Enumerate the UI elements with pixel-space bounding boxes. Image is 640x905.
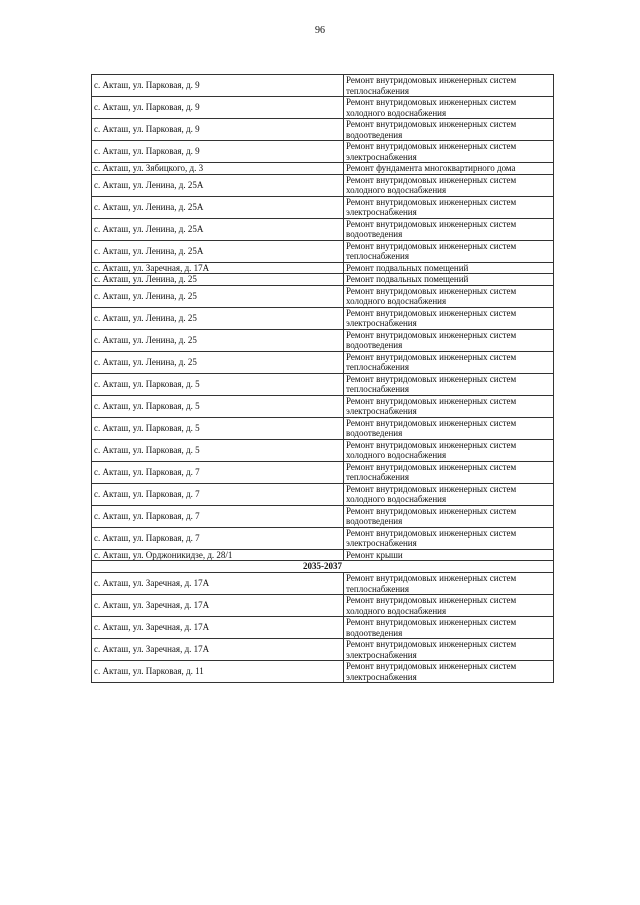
work-type-line: Ремонт внутридомовых инженерных систем [346, 351, 517, 362]
table-row [92, 329, 554, 351]
work-type-line: теплоснабжения [346, 384, 409, 394]
work-type-cell [344, 274, 554, 286]
work-type-cell [344, 262, 554, 274]
work-type-cell [344, 395, 554, 417]
work-type-cell [344, 196, 554, 218]
address-cell: с. Акташ, ул. Ленина, д. 25 [92, 307, 344, 329]
table-row [92, 218, 554, 240]
work-type-line: Ремонт внутридомовых инженерных систем [346, 141, 517, 151]
work-type-line: теплоснабжения [346, 583, 409, 594]
work-type-line: теплоснабжения [346, 362, 409, 372]
work-type-cell [344, 417, 554, 439]
address-cell: с. Акташ, ул. Ленина, д. 25А [92, 240, 344, 262]
table-row [92, 119, 554, 141]
work-type-line: электроснабжения [346, 538, 417, 548]
work-type-line: Ремонт внутридомовых инженерных систем [346, 483, 517, 494]
address-cell: с. Акташ, ул. Ленина, д. 25 [92, 329, 344, 351]
address-cell: с. Акташ, ул. Парковая, д. 7 [92, 461, 344, 483]
work-type-cell [344, 439, 554, 461]
work-type-line: Ремонт внутридомовых инженерных систем [346, 285, 517, 296]
address-cell: с. Акташ, ул. Зябицкого, д. 3 [92, 163, 344, 175]
work-type-line: Ремонт внутридомовых инженерных систем [346, 218, 517, 229]
table-row [92, 527, 554, 549]
work-type-cell [344, 461, 554, 483]
work-type-line: электроснабжения [346, 649, 417, 660]
address-cell: с. Акташ, ул. Парковая, д. 9 [92, 141, 344, 163]
work-type-line: холодного водоснабжения [346, 450, 447, 460]
table-row [92, 97, 554, 119]
address-cell: с. Акташ, ул. Заречная, д. 17А [92, 262, 344, 274]
work-type-line: Ремонт внутридомовых инженерных систем [346, 439, 517, 450]
work-type-line: Ремонт внутридомовых инженерных систем [346, 373, 517, 384]
address-cell: с. Акташ, ул. Парковая, д. 9 [92, 119, 344, 141]
address-cell: с. Акташ, ул. Ленина, д. 25 [92, 274, 344, 286]
table-row [92, 595, 554, 617]
work-type-line: теплоснабжения [346, 472, 409, 482]
work-type-line: Ремонт внутридомовых инженерных систем [346, 417, 517, 428]
address-cell: с. Акташ, ул. Парковая, д. 5 [92, 439, 344, 461]
work-type-cell [344, 639, 554, 661]
work-type-line: электроснабжения [346, 318, 417, 328]
period-label: 2035-2037 [92, 561, 554, 573]
work-type-cell [344, 119, 554, 141]
work-type-line: теплоснабжения [346, 251, 409, 261]
address-cell: с. Акташ, ул. Парковая, д. 7 [92, 527, 344, 549]
work-type-line: теплоснабжения [346, 85, 409, 96]
work-type-cell [344, 75, 554, 97]
work-type-line: холодного водоснабжения [346, 107, 447, 118]
work-type-line: водоотведения [346, 340, 403, 350]
work-type-cell [344, 218, 554, 240]
table-row [92, 417, 554, 439]
work-type-line: Ремонт внутридомовых инженерных систем [346, 595, 517, 605]
work-type-cell [344, 483, 554, 505]
work-type-line: водоотведения [346, 229, 403, 239]
work-type-line: Ремонт внутридомовых инженерных систем [346, 119, 517, 129]
table-row [92, 549, 554, 561]
table-row [92, 163, 554, 175]
repair-schedule-table [91, 74, 554, 683]
table-row [92, 274, 554, 286]
work-type-line: Ремонт подвальных помещений [346, 274, 469, 284]
work-type-line: Ремонт внутридомовых инженерных систем [346, 505, 517, 516]
table-row [92, 505, 554, 527]
work-type-cell [344, 617, 554, 639]
work-type-cell [344, 351, 554, 373]
page-number: 96 [315, 25, 325, 36]
address-cell: с. Акташ, ул. Ленина, д. 25А [92, 174, 344, 196]
work-type-line: холодного водоснабжения [346, 494, 447, 504]
table-row [92, 461, 554, 483]
address-cell: с. Акташ, ул. Ленина, д. 25А [92, 218, 344, 240]
work-type-cell [344, 141, 554, 163]
work-type-line: Ремонт внутридомовых инженерных систем [346, 75, 517, 85]
work-type-line: Ремонт внутридомовых инженерных систем [346, 639, 517, 649]
table-row [92, 285, 554, 307]
work-type-cell [344, 573, 554, 595]
work-type-line: водоотведения [346, 428, 403, 438]
table-row [92, 439, 554, 461]
table-row [92, 307, 554, 329]
address-cell: с. Акташ, ул. Парковая, д. 5 [92, 395, 344, 417]
table-row [92, 617, 554, 639]
work-type-cell [344, 373, 554, 395]
address-cell: с. Акташ, ул. Парковая, д. 5 [92, 373, 344, 395]
work-type-line: Ремонт внутридомовых инженерных систем [346, 661, 517, 671]
work-type-line: холодного водоснабжения [346, 605, 447, 616]
address-cell: с. Акташ, ул. Заречная, д. 17А [92, 617, 344, 639]
work-type-line: Ремонт внутридомовых инженерных систем [346, 527, 517, 538]
address-cell: с. Акташ, ул. Ленина, д. 25 [92, 351, 344, 373]
period-header-row [92, 561, 554, 573]
table-row [92, 351, 554, 373]
address-cell: с. Акташ, ул. Парковая, д. 9 [92, 75, 344, 97]
work-type-line: Ремонт внутридомовых инженерных систем [346, 617, 517, 627]
table-row [92, 483, 554, 505]
work-type-cell [344, 97, 554, 119]
address-cell: с. Акташ, ул. Заречная, д. 17А [92, 639, 344, 661]
table-row [92, 262, 554, 274]
address-cell: с. Акташ, ул. Парковая, д. 5 [92, 417, 344, 439]
table-row [92, 196, 554, 218]
work-type-cell [344, 549, 554, 561]
table-row [92, 639, 554, 661]
table-row [92, 174, 554, 196]
work-type-cell [344, 163, 554, 175]
address-cell: с. Акташ, ул. Парковая, д. 7 [92, 483, 344, 505]
table-row [92, 75, 554, 97]
work-type-line: холодного водоснабжения [346, 185, 447, 195]
work-type-line: Ремонт внутридомовых инженерных систем [346, 573, 517, 583]
work-type-cell [344, 285, 554, 307]
work-type-line: водоотведения [346, 516, 403, 526]
work-type-line: Ремонт внутридомовых инженерных систем [346, 307, 517, 318]
work-type-line: холодного водоснабжения [346, 296, 447, 306]
work-type-line: Ремонт внутридомовых инженерных систем [346, 240, 517, 251]
work-type-cell [344, 661, 554, 683]
work-type-line: электроснабжения [346, 207, 417, 217]
address-cell: с. Акташ, ул. Ленина, д. 25 [92, 285, 344, 307]
work-type-line: электроснабжения [346, 406, 417, 416]
table-row [92, 395, 554, 417]
work-type-cell [344, 505, 554, 527]
work-type-cell [344, 527, 554, 549]
table-row [92, 141, 554, 163]
work-type-line: Ремонт подвальных помещений [346, 262, 469, 273]
work-type-cell [344, 240, 554, 262]
address-cell: с. Акташ, ул. Заречная, д. 17А [92, 573, 344, 595]
work-type-line: Ремонт внутридомовых инженерных систем [346, 97, 517, 107]
work-type-line: электроснабжения [346, 671, 417, 682]
work-type-cell [344, 174, 554, 196]
work-type-line: водоотведения [346, 129, 403, 140]
work-type-cell [344, 307, 554, 329]
table-row [92, 373, 554, 395]
table-row [92, 240, 554, 262]
work-type-line: Ремонт фундамента многоквартирного дома [346, 163, 516, 173]
address-cell: с. Акташ, ул. Парковая, д. 7 [92, 505, 344, 527]
work-type-cell [344, 595, 554, 617]
address-cell: с. Акташ, ул. Ленина, д. 25А [92, 196, 344, 218]
work-type-line: электроснабжения [346, 151, 417, 162]
work-type-line: Ремонт внутридомовых инженерных систем [346, 174, 517, 185]
address-cell: с. Акташ, ул. Заречная, д. 17А [92, 595, 344, 617]
table-body [92, 75, 554, 683]
work-type-line: Ремонт внутридомовых инженерных систем [346, 395, 517, 406]
work-type-line: Ремонт внутридомовых инженерных систем [346, 329, 517, 340]
address-cell: с. Акташ, ул. Парковая, д. 9 [92, 97, 344, 119]
work-type-cell [344, 329, 554, 351]
table-row [92, 661, 554, 683]
work-type-line: Ремонт внутридомовых инженерных систем [346, 196, 517, 207]
work-type-line: Ремонт крыши [346, 549, 403, 560]
table-row [92, 573, 554, 595]
address-cell: с. Акташ, ул. Орджоникидзе, д. 28/1 [92, 549, 344, 561]
work-type-line: водоотведения [346, 627, 403, 638]
address-cell: с. Акташ, ул. Парковая, д. 11 [92, 661, 344, 683]
work-type-line: Ремонт внутридомовых инженерных систем [346, 461, 517, 472]
